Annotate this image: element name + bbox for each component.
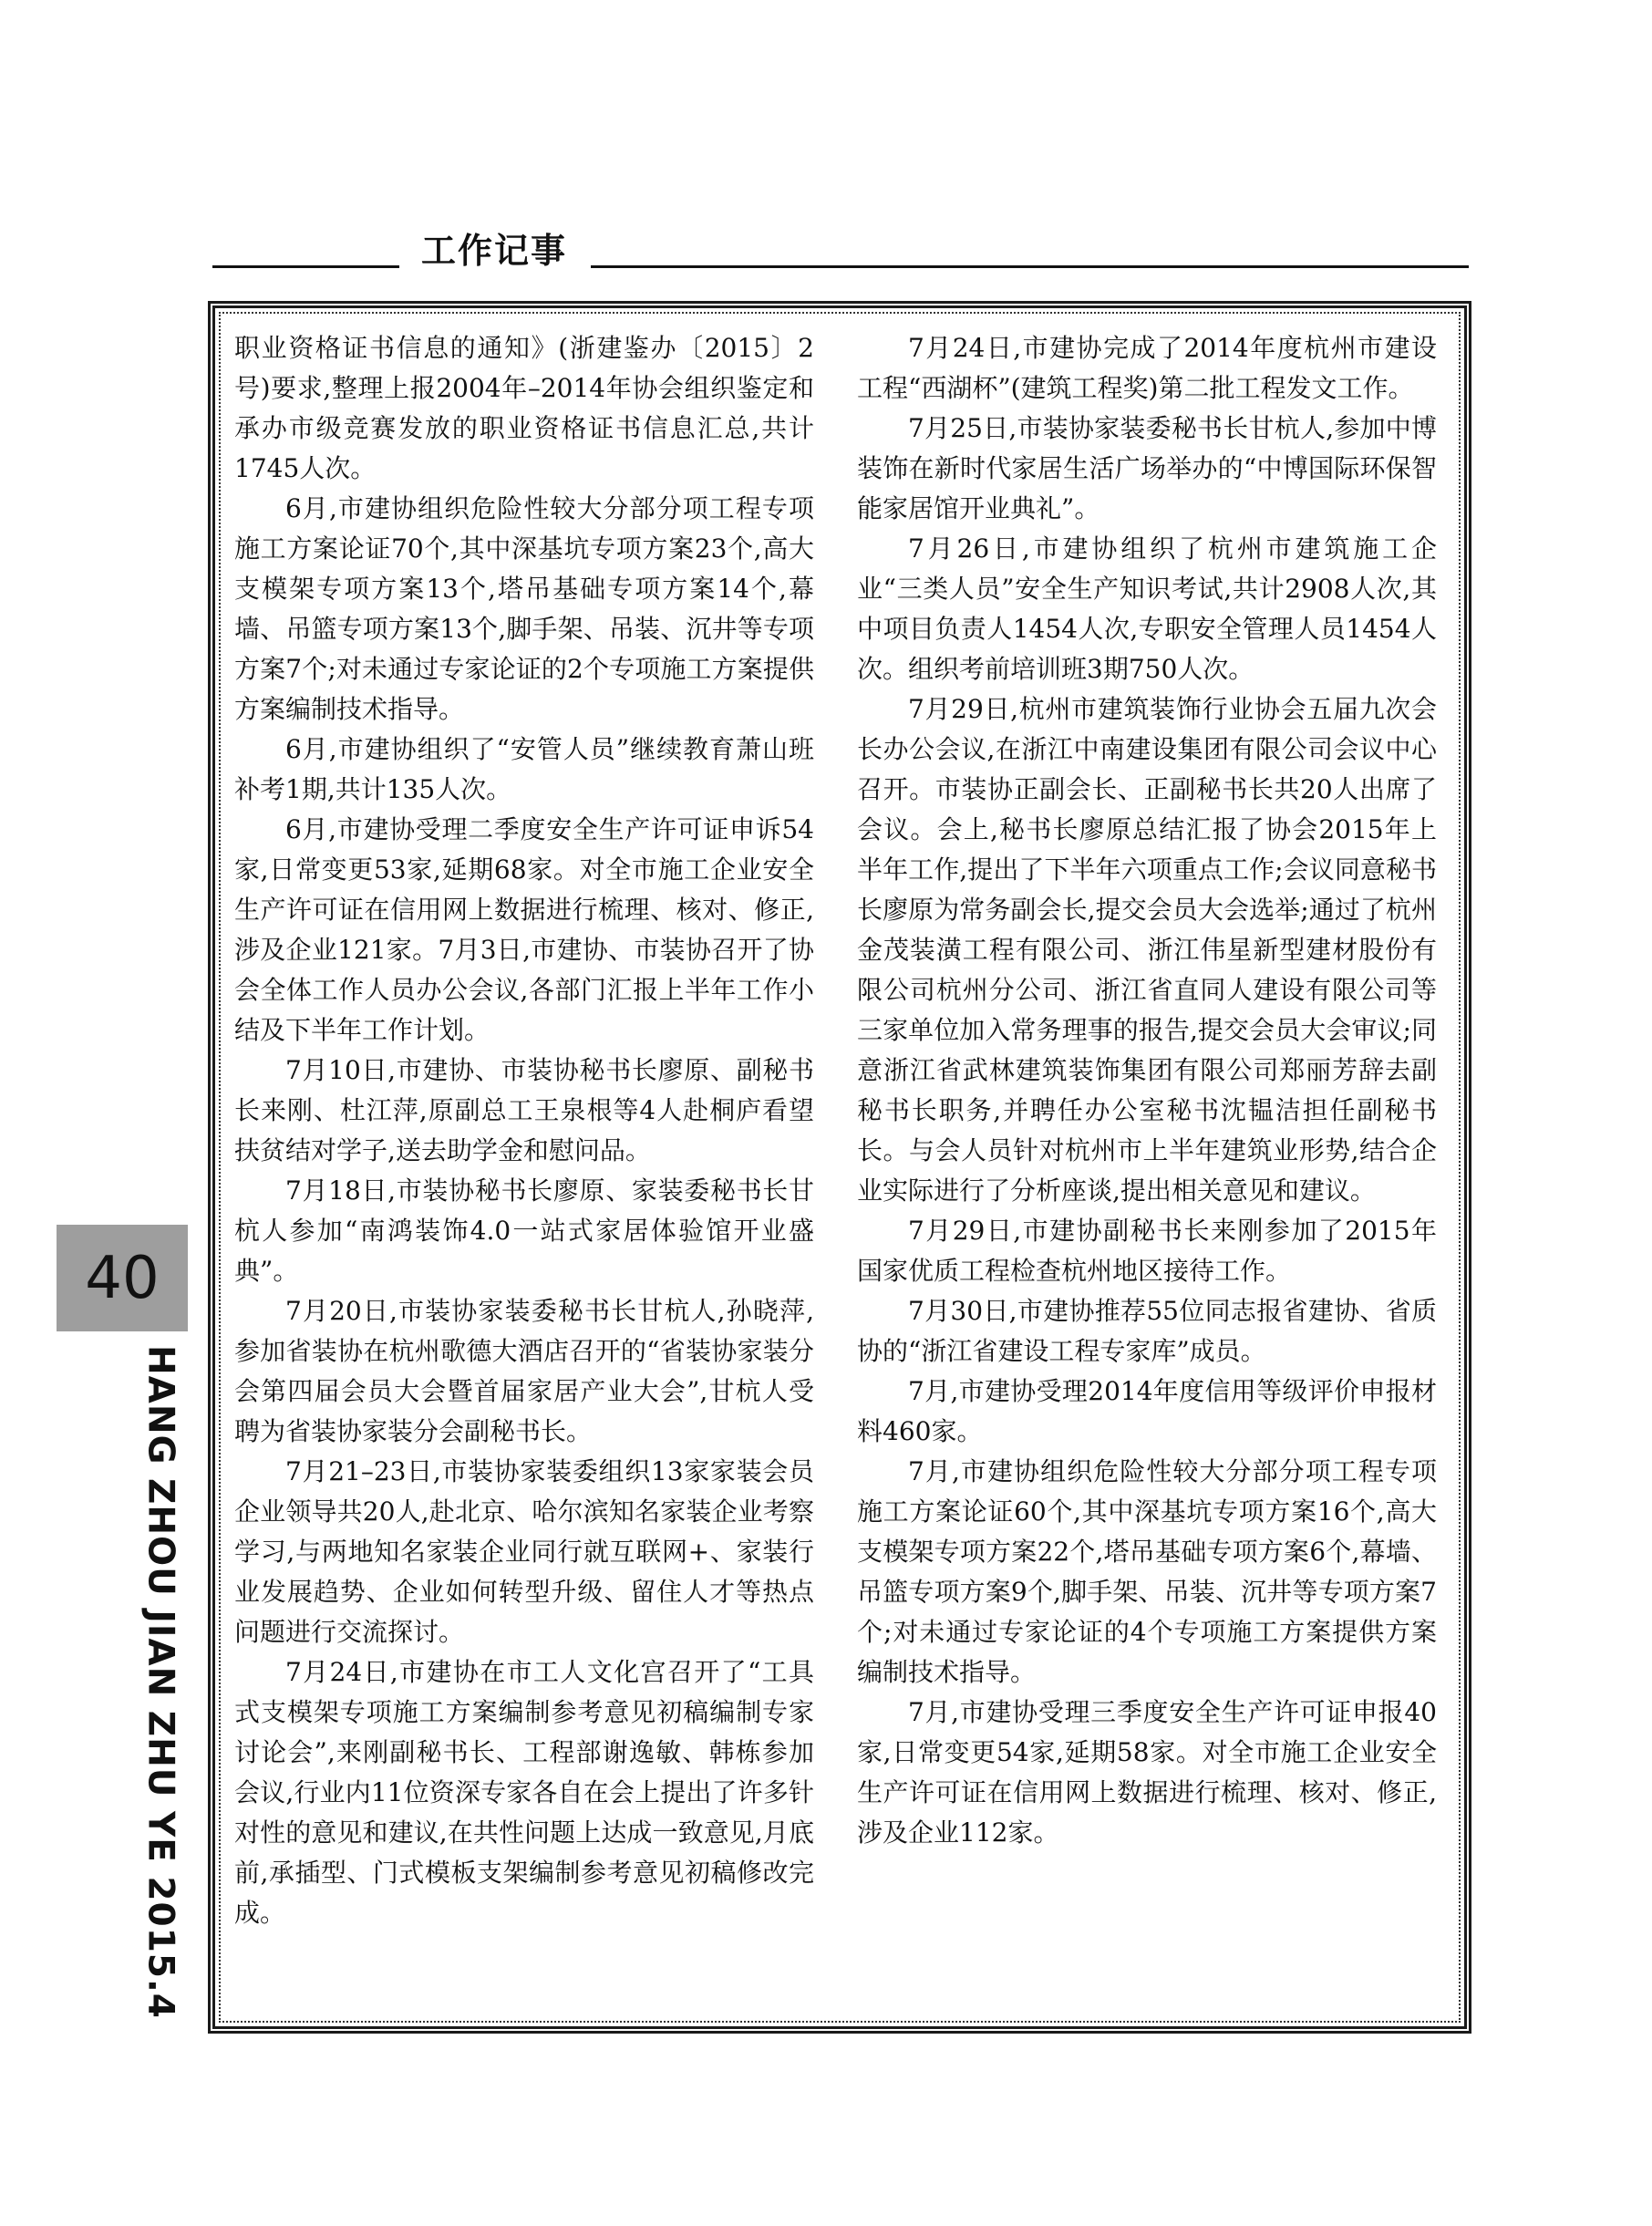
paragraph: 7月10日,市建协、市装协秘书长廖原、副秘书长来刚、杜江萍,原副总工王泉根等4人赴桐庐看望扶贫结对学子,送去助学金和慰问品。 [234,1055,814,1165]
paragraph: 7月29日,市建协副秘书长来刚参加了2015年国家优质工程检查杭州地区接待工作。 [857,1216,1437,1286]
section-title: 工作记事 [421,231,568,271]
paragraph: 7月,市建协组织危险性较大分部分项工程专项施工方案论证60个,其中深基坑专项方案16个,高大支模架专项方案22个,塔吊基础专项方案6个,幕墙、吊篮专项方案9个,脚手架、吊装、沉井等专项方案7个;对未通过专家论证的4个专项施工方案提供方案编制技术指导。 [857,1456,1437,1687]
paragraph: 7月26日,市建协组织了杭州市建筑施工企业“三类人员”安全生产知识考试,共计2908人次,其中项目负责人1454人次,专职安全管理人员1454人次。组织考前培训班3期750人次。 [857,533,1437,684]
paragraph: 7月18日,市装协秘书长廖原、家装委秘书长甘杭人参加“南鸿装饰4.0一站式家居体验馆开业盛典”。 [234,1175,814,1286]
header-rule-right [591,265,1469,268]
paragraph: 6月,市建协组织危险性较大分部分项工程专项施工方案论证70个,其中深基坑专项方案23个,高大支模架专项方案13个,塔吊基础专项方案14个,幕墙、吊篮专项方案13个,脚手架、吊装、沉井等专项方案7个;对未通过专家论证的2个专项施工方案提供方案编制技术指导。 [234,493,814,724]
journal-title-vertical [133,1345,188,2019]
paragraph: 7月24日,市建协在市工人文化宫召开了“工具式支模架专项施工方案编制参考意见初稿编制专家讨论会”,来刚副秘书长、工程部谢逸敏、韩栋参加会议,行业内11位资深专家各自在会上提出了许多针对性的意见和建议,在共性问题上达成一致意见,月底前,承插型、门式模板支架编制参考意见初稿修改完成。 [234,1657,814,1928]
journal-title: HANG ZHOU JIAN ZHU YE 2015.4 [139,1345,181,2019]
paragraph: 7月25日,市装协家装委秘书长甘杭人,参加中博装饰在新时代家居生活广场举办的“中博国际环保智能家居馆开业典礼”。 [857,413,1437,523]
paragraph: 6月,市建协组织了“安管人员”继续教育萧山班补考1期,共计135人次。 [234,734,814,804]
right-column [857,328,1437,2011]
page-number: 40 [57,1225,188,1331]
paragraph: 7月21–23日,市装协家装委组织13家家装会员企业领导共20人,赴北京、哈尔滨知名家装企业考察学习,与两地知名家装企业同行就互联网+、家装行业发展趋势、企业如何转型升级、留住人才等热点问题进行交流探讨。 [234,1456,814,1647]
paragraph: 7月,市建协受理2014年度信用等级评价申报材料460家。 [857,1376,1437,1446]
paragraph: 6月,市建协受理二季度安全生产许可证申诉54家,日常变更53家,延期68家。对全市施工企业安全生产许可证在信用网上数据进行梳理、核对、修正,涉及企业121家。7月3日,市建协、市装协召开了协会全体工作人员办公会议,各部门汇报上半年工作小结及下半年工作计划。 [234,814,814,1045]
paragraph: 7月30日,市建协推荐55位同志报省建协、省质协的“浙江省建设工程专家库”成员。 [857,1296,1437,1366]
paragraph: 7月20日,市装协家装委秘书长甘杭人,孙晓萍,参加省装协在杭州歌德大酒店召开的“省装协家装分会第四届会员大会暨首届家居产业大会”,甘杭人受聘为省装协家装分会副秘书长。 [234,1296,814,1446]
page-header [0,0,1652,274]
paragraph: 职业资格证书信息的通知》(浙建鉴办〔2015〕2号)要求,整理上报2004年–2014年协会组织鉴定和承办市级竞赛发放的职业资格证书信息汇总,共计1745人次。 [234,333,814,483]
header-rule-left [212,265,399,268]
left-column [234,328,814,2011]
paragraph: 7月,市建协受理三季度安全生产许可证申报40家,日常变更54家,延期58家。对全市施工企业安全生产许可证在信用网上数据进行梳理、核对、修正,涉及企业112家。 [857,1697,1437,1848]
paragraph: 7月24日,市建协完成了2014年度杭州市建设工程“西湖杯”(建筑工程奖)第二批工程发文工作。 [857,333,1437,403]
paragraph: 7月29日,杭州市建筑装饰行业协会五届九次会长办公会议,在浙江中南建设集团有限公司会议中心召开。市装协正副会长、正副秘书长共20人出席了会议。会上,秘书长廖原总结汇报了协会2015年上半年工作,提出了下半年六项重点工作;会议同意秘书长廖原为常务副会长,提交会员大会选举;通过了杭州金茂装潢工程有限公司、浙江伟星新型建材股份有限公司杭州分公司、浙江省直同人建设有限公司等三家单位加入常务理事的报告,提交会员大会审议;同意浙江省武林建筑装饰集团有限公司郑丽芳辞去副秘书长职务,并聘任办公室秘书沈韫洁担任副秘书长。与会人员针对杭州市上半年建筑业形势,结合企业实际进行了分析座谈,提出相关意见和建议。 [857,694,1437,1206]
